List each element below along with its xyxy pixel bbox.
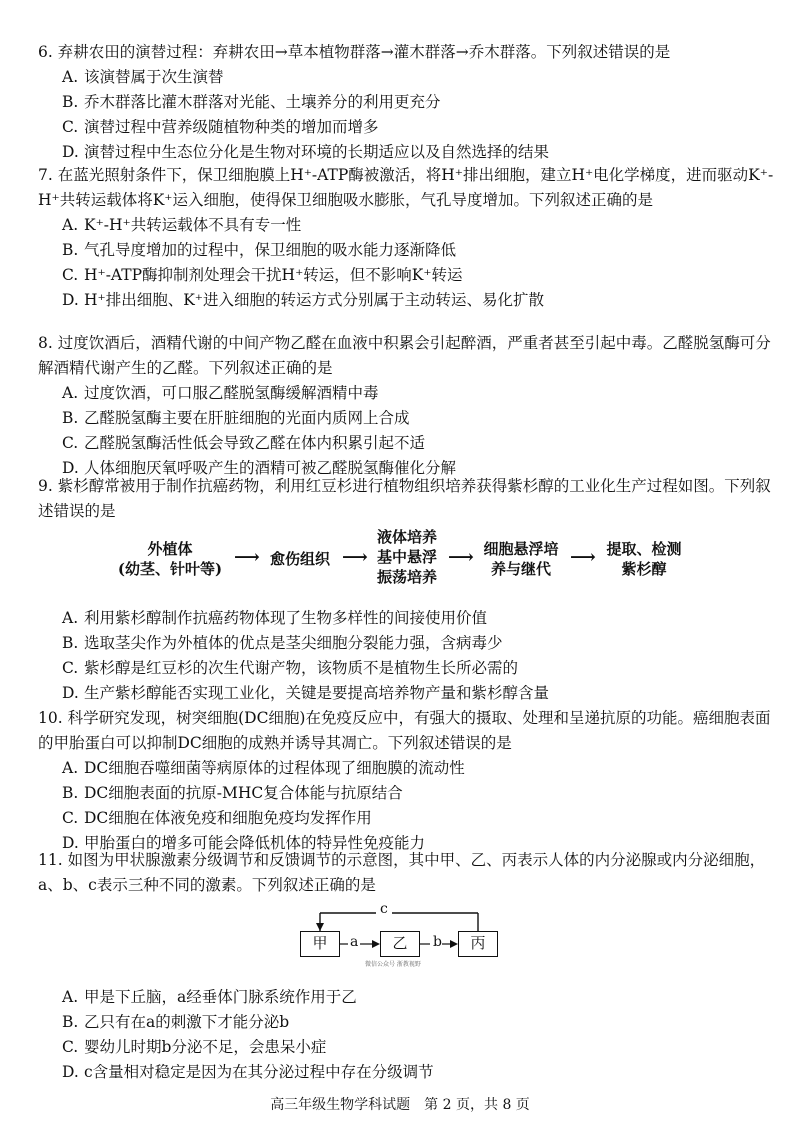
question-10 — [38, 706, 778, 856]
option-a: A. 利用紫杉醇制作抗癌药物体现了生物多样性的间接使用价值 — [62, 609, 488, 627]
option-d: D. H⁺排出细胞、K⁺进入细胞的转运方式分别属于主动转运、易化扩散 — [62, 291, 544, 309]
hormone-label-c: c — [380, 901, 388, 917]
question-number: 6. — [38, 43, 53, 61]
option-c: C. DC细胞在体液免疫和细胞免疫均发挥作用 — [62, 809, 372, 827]
question-stem: 如图为甲状腺激素分级调节和反馈调节的示意图，其中甲、乙、丙表示人体的内分泌腺或内分泌细胞，a、b、c表示三种不同的激素。下列叙述正确的是 — [38, 851, 766, 894]
option-d: D. 生产紫杉醇能否实现工业化，关键是要提高培养物产量和紫杉醇含量 — [62, 684, 550, 702]
question-9 — [38, 474, 778, 524]
option-b: B. 气孔导度增加的过程中，保卫细胞的吸水能力逐渐降低 — [62, 241, 457, 259]
question-11 — [38, 848, 778, 898]
option-c: C. 紫杉醇是红豆杉的次生代谢产物，该物质不是植物生长所必需的 — [62, 659, 519, 677]
page-footer: 高三年级生物学科试题 第 2 页，共 8 页 — [270, 1097, 530, 1113]
node-bing: 丙 — [458, 931, 498, 957]
option-d: D. 演替过程中生态位分化是生物对环境的长期适应以及自然选择的结果 — [62, 143, 550, 161]
option-c: C. 乙醛脱氢酶活性低会导致乙醛在体内积累引起不适 — [62, 434, 426, 452]
hormone-feedback-diagram — [300, 901, 520, 968]
flow-arrow-icon: ⟶ — [342, 547, 368, 568]
question-stem: 紫杉醇常被用于制作抗癌药物，利用红豆杉进行植物组织培养获得紫杉醇的工业化生产过程如图。下列叙述错误的是 — [38, 477, 771, 520]
option-a: A. 该演替属于次生演替 — [62, 68, 224, 86]
flow-step-extract: 提取、检测 紫杉醇 — [606, 540, 682, 578]
node-jia: 甲 — [300, 931, 340, 957]
flow-arrow-icon: ⟶ — [234, 547, 260, 568]
flow-step-callus: 愈伤组织 — [269, 550, 330, 568]
option-c: C. 婴幼儿时期b分泌不足，会患呆小症 — [62, 1038, 327, 1056]
question-6 — [38, 40, 778, 165]
question-stem: 科学研究发现，树突细胞(DC细胞)在免疫反应中，有强大的摄取、处理和呈递抗原的功能。癌细胞表面的甲胎蛋白可以抑制DC细胞的成熟并诱导其凋亡。下列叙述错误的是 — [38, 709, 771, 752]
watermark: 微信公众号 浙教视野 — [365, 961, 421, 968]
option-a: A. DC细胞吞噬细菌等病原体的过程体现了细胞膜的流动性 — [62, 759, 465, 777]
question-number: 9. — [38, 477, 53, 495]
option-b: B. 乔木群落比灌木群落对光能、土壤养分的利用更充分 — [62, 93, 441, 111]
question-number: 8. — [38, 334, 53, 352]
question-number: 7. — [38, 166, 53, 184]
question-9-options — [38, 606, 778, 706]
node-yi: 乙 — [380, 931, 420, 957]
option-c: C. H⁺-ATP酶抑制剂处理会干扰H⁺转运，但不影响K⁺转运 — [62, 266, 463, 284]
option-d: D. 人体细胞厌氧呼吸产生的酒精可被乙醛脱氢酶催化分解 — [62, 459, 457, 477]
question-stem: 弃耕农田的演替过程：弃耕农田→草本植物群落→灌木群落→乔木群落。下列叙述错误的是 — [57, 43, 671, 61]
taxol-production-flowchart — [110, 528, 730, 599]
option-b: B. 乙只有在a的刺激下才能分泌b — [62, 1013, 290, 1031]
option-d: D. c含量相对稳定是因为在其分泌过程中存在分级调节 — [62, 1063, 434, 1081]
hormone-label-b: b — [433, 934, 442, 950]
option-b: B. 乙醛脱氢酶主要在肝脏细胞的光面内质网上合成 — [62, 409, 410, 427]
question-7 — [38, 163, 778, 313]
hormone-label-a: a — [350, 934, 359, 950]
option-b: B. DC细胞表面的抗原-MHC复合体能与抗原结合 — [62, 784, 403, 802]
question-stem: 在蓝光照射条件下，保卫细胞膜上H⁺-ATP酶被激活，将H⁺排出细胞，建立H⁺电化学梯度，进而驱动K⁺-H⁺共转运载体将K⁺运入细胞，使得保卫细胞吸水膨胀，气孔导度增加。下列叙述正确的是 — [38, 166, 774, 209]
flow-arrow-icon: ⟶ — [570, 547, 596, 568]
question-11-options — [38, 985, 778, 1085]
option-b: B. 选取茎尖作为外植体的优点是茎尖细胞分裂能力强，含病毒少 — [62, 634, 503, 652]
flow-step-liquid-culture: 液体培养 基中悬浮 振荡培养 — [376, 528, 437, 586]
question-stem: 过度饮酒后，酒精代谢的中间产物乙醛在血液中积累会引起醉酒，严重者甚至引起中毒。乙醛脱氢酶可分解酒精代谢产生的乙醛。下列叙述正确的是 — [38, 334, 771, 377]
question-8 — [38, 331, 778, 481]
option-a: A. 甲是下丘脑，a经垂体门脉系统作用于乙 — [62, 988, 357, 1006]
option-a: A. 过度饮酒，可口服乙醛脱氢酶缓解酒精中毒 — [62, 384, 379, 402]
question-number: 11. — [38, 851, 63, 869]
flow-step-explant: 外植体 (幼茎、针叶等) — [117, 540, 223, 578]
question-number: 10. — [38, 709, 63, 727]
flow-arrow-icon: ⟶ — [448, 547, 474, 568]
option-a: A. K⁺-H⁺共转运载体不具有专一性 — [62, 216, 302, 234]
option-d: D. 甲胎蛋白的增多可能会降低机体的特异性免疫能力 — [62, 834, 426, 852]
flow-step-suspension-culture: 细胞悬浮培 养与继代 — [483, 540, 559, 578]
option-c: C. 演替过程中营养级随植物种类的增加而增多 — [62, 118, 379, 136]
